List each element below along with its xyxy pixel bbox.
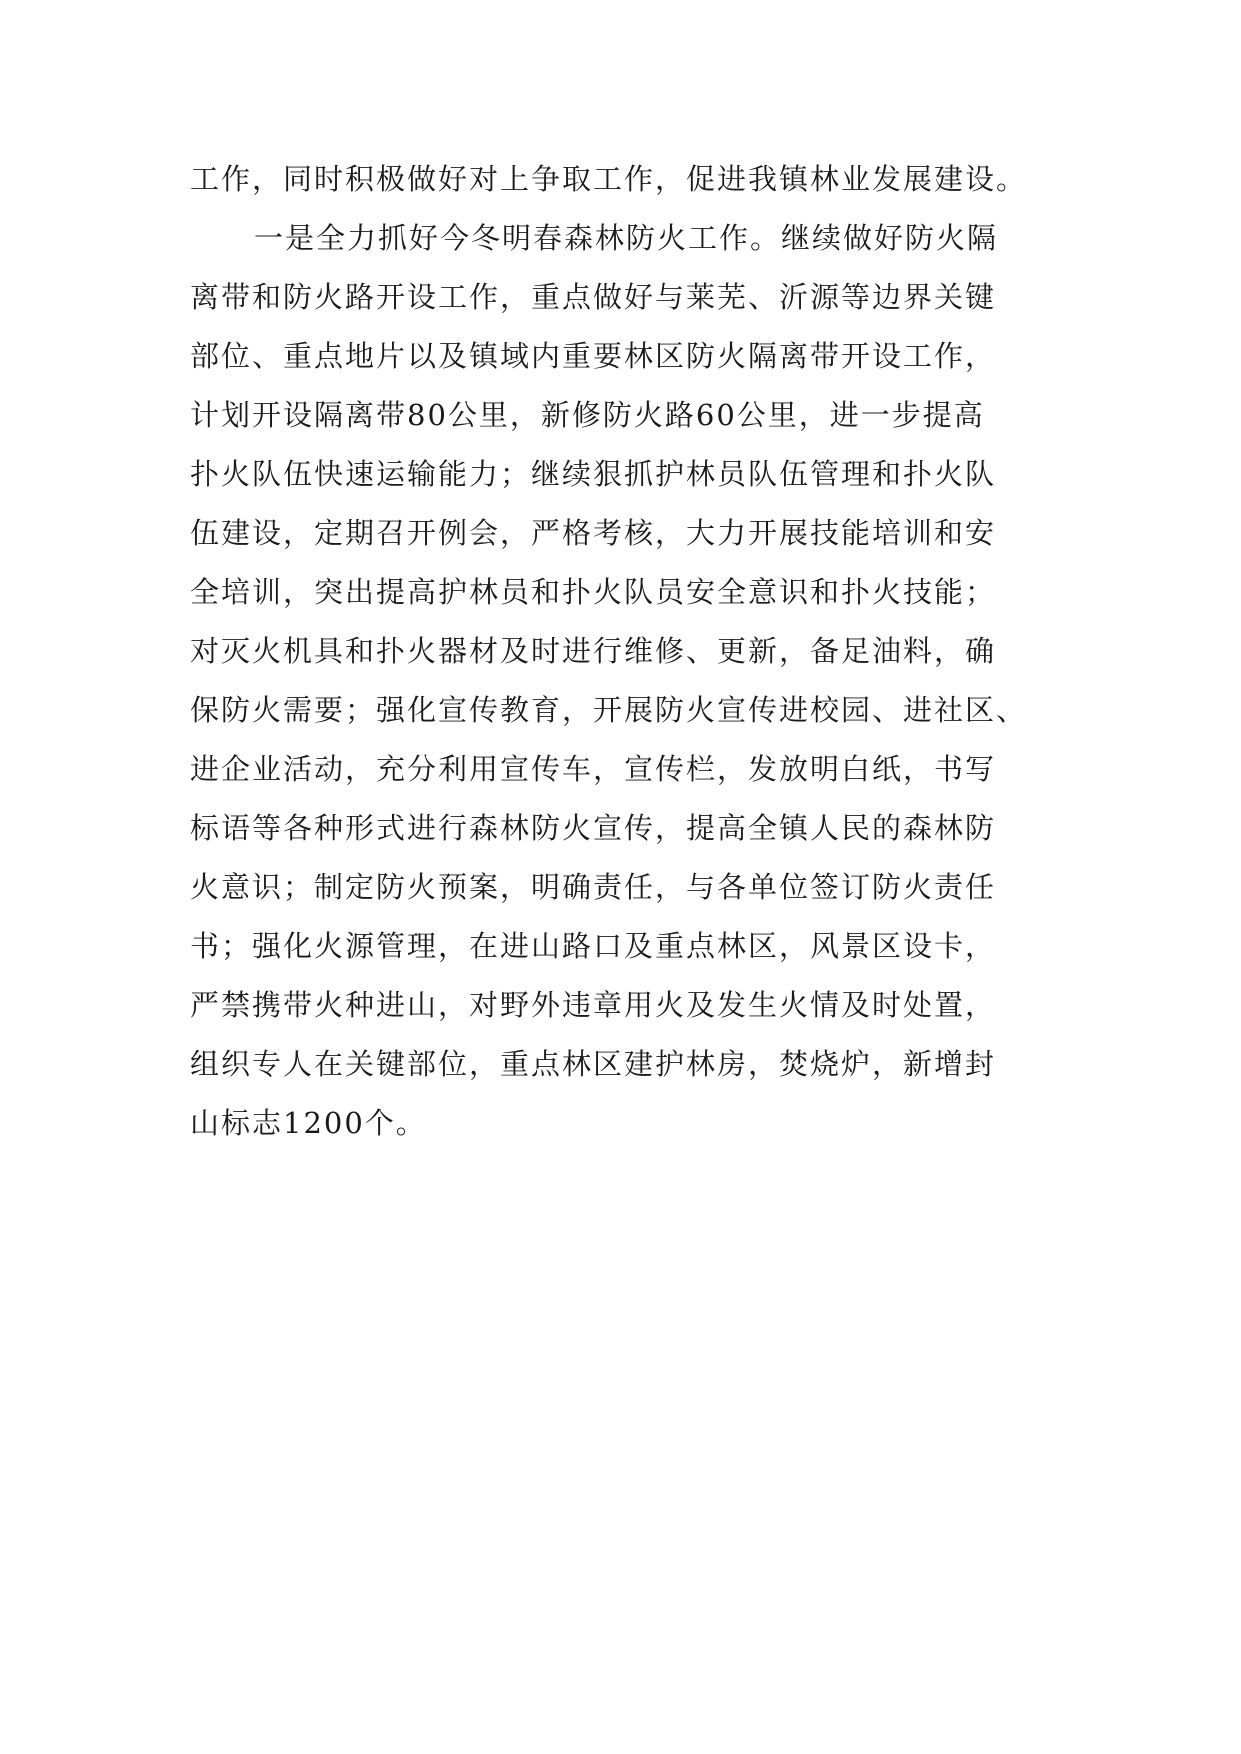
- document-line: 对灭火机具和扑火器材及时进行维修、更新，备足油料，确: [190, 634, 997, 668]
- document-line: 伍建设，定期召开例会，严格考核，大力开展技能培训和安: [190, 516, 997, 550]
- document-line: 部位、重点地片以及镇域内重要林区防火隔离带开设工作，: [190, 339, 997, 373]
- document-line: 扑火队伍快速运输能力；继续狠抓护林员队伍管理和扑火队: [190, 457, 997, 491]
- document-line: 火意识；制定防火预案，明确责任，与各单位签订防火责任: [190, 870, 997, 904]
- document-line: 山标志1200个。: [190, 1106, 427, 1140]
- document-line: 书；强化火源管理，在进山路口及重点林区，风景区设卡，: [190, 929, 997, 963]
- document-line: 计划开设隔离带80公里，新修防火路60公里，进一步提高: [190, 398, 985, 432]
- document-line: 组织专人在关键部位，重点林区建护林房，焚烧炉，新增封: [190, 1047, 997, 1081]
- document-line: 保防火需要；强化宣传教育，开展防火宣传进校园、进社区、: [190, 693, 1028, 727]
- document-line: 标语等各种形式进行森林防火宣传，提高全镇人民的森林防: [190, 811, 997, 845]
- document-line: 一是全力抓好今冬明春森林防火工作。继续做好防火隔: [254, 221, 999, 255]
- document-line: 工作，同时积极做好对上争取工作，促进我镇林业发展建设。: [190, 162, 1028, 196]
- document-body: [190, 150, 1060, 1153]
- document-line: 全培训，突出提高护林员和扑火队员安全意识和扑火技能；: [190, 575, 997, 609]
- document-line: 进企业活动，充分利用宣传车，宣传栏，发放明白纸，书写: [190, 752, 997, 786]
- document-line: 离带和防火路开设工作，重点做好与莱芜、沂源等边界关键: [190, 280, 997, 314]
- document-line: 严禁携带火种进山，对野外违章用火及发生火情及时处置，: [190, 988, 997, 1022]
